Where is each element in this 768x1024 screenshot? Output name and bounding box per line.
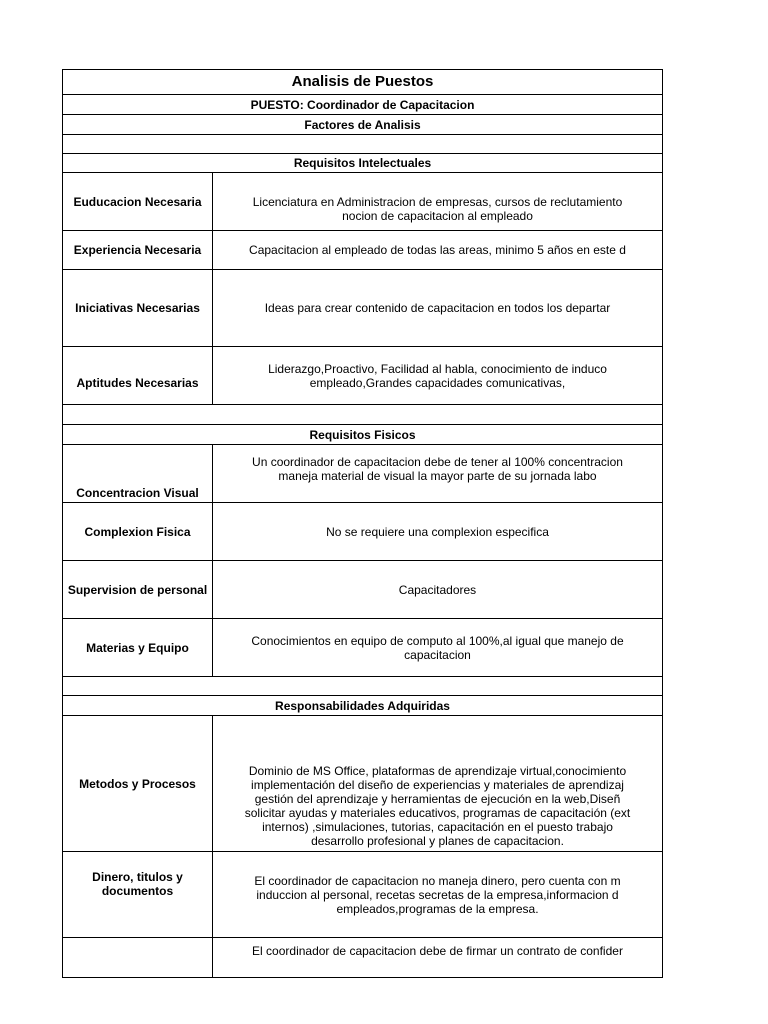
dinero-label: Dinero, titulos y documentos [63, 852, 213, 938]
concentracion-label: Concentracion Visual [63, 445, 213, 503]
dinero-value: El coordinador de capacitacion no maneja dinero, pero cuenta con m induccion al personal, recetas secretas de la empresa,informacion d empleados,programas de la empresa. [213, 852, 663, 938]
sheet-title: Analisis de Puestos [63, 70, 663, 95]
empty-row [63, 135, 663, 154]
section-fisicos: Requisitos Fisicos [63, 425, 663, 445]
iniciativas-value: Ideas para crear contenido de capacitacion en todos los departar [213, 270, 663, 347]
educacion-value: Licenciatura en Administracion de empresas, cursos de reclutamiento nocion de capacitacion al empleado [213, 173, 663, 231]
supervision-label: Supervision de personal [63, 561, 213, 619]
experiencia-label: Experiencia Necesaria [63, 231, 213, 270]
educacion-label: Euducacion Necesaria [63, 173, 213, 231]
materias-value: Conocimientos en equipo de computo al 100%,al igual que manejo de capacitacion [213, 619, 663, 677]
aptitudes-label: Aptitudes Necesarias [63, 347, 213, 405]
empty-row [63, 405, 663, 425]
concentracion-value: Un coordinador de capacitacion debe de tener al 100% concentracion maneja material de visual la mayor parte de su jornada labo [213, 445, 663, 503]
empty-row [63, 677, 663, 696]
supervision-value: Capacitadores [213, 561, 663, 619]
puesto-header: PUESTO: Coordinador de Capacitacion [63, 95, 663, 115]
complexion-value: No se requiere una complexion especifica [213, 503, 663, 561]
spreadsheet-page [62, 69, 631, 958]
iniciativas-label: Iniciativas Necesarias [63, 270, 213, 347]
aptitudes-value: Liderazgo,Proactivo, Facilidad al habla, conocimiento de induco empleado,Grandes capacidades comunicativas, [213, 347, 663, 405]
confidencialidad-label [63, 938, 213, 978]
section-intelectuales: Requisitos Intelectuales [63, 154, 663, 173]
section-responsabilidades: Responsabilidades Adquiridas [63, 696, 663, 716]
experiencia-value: Capacitacion al empleado de todas las areas, minimo 5 años en este d [213, 231, 663, 270]
job-analysis-table [62, 69, 663, 978]
complexion-label: Complexion Fisica [63, 503, 213, 561]
metodos-label: Metodos y Procesos [63, 716, 213, 852]
metodos-value: Dominio de MS Office, plataformas de aprendizaje virtual,conocimiento implementación del diseño de experiencias y materiales de aprendizaj gestión del aprendizaje y herramientas de ejecución en la web,Diseñ solicitar ayudas y materiales educativos, programas de capacitación (ext internos) ,simulaciones, tutorias, capacitación en el puesto trabajo desarrollo profesional y planes de capacitacion. [213, 716, 663, 852]
confidencialidad-value: El coordinador de capacitacion debe de firmar un contrato de confider [213, 938, 663, 978]
factores-header: Factores de Analisis [63, 115, 663, 135]
materias-label: Materias y Equipo [63, 619, 213, 677]
